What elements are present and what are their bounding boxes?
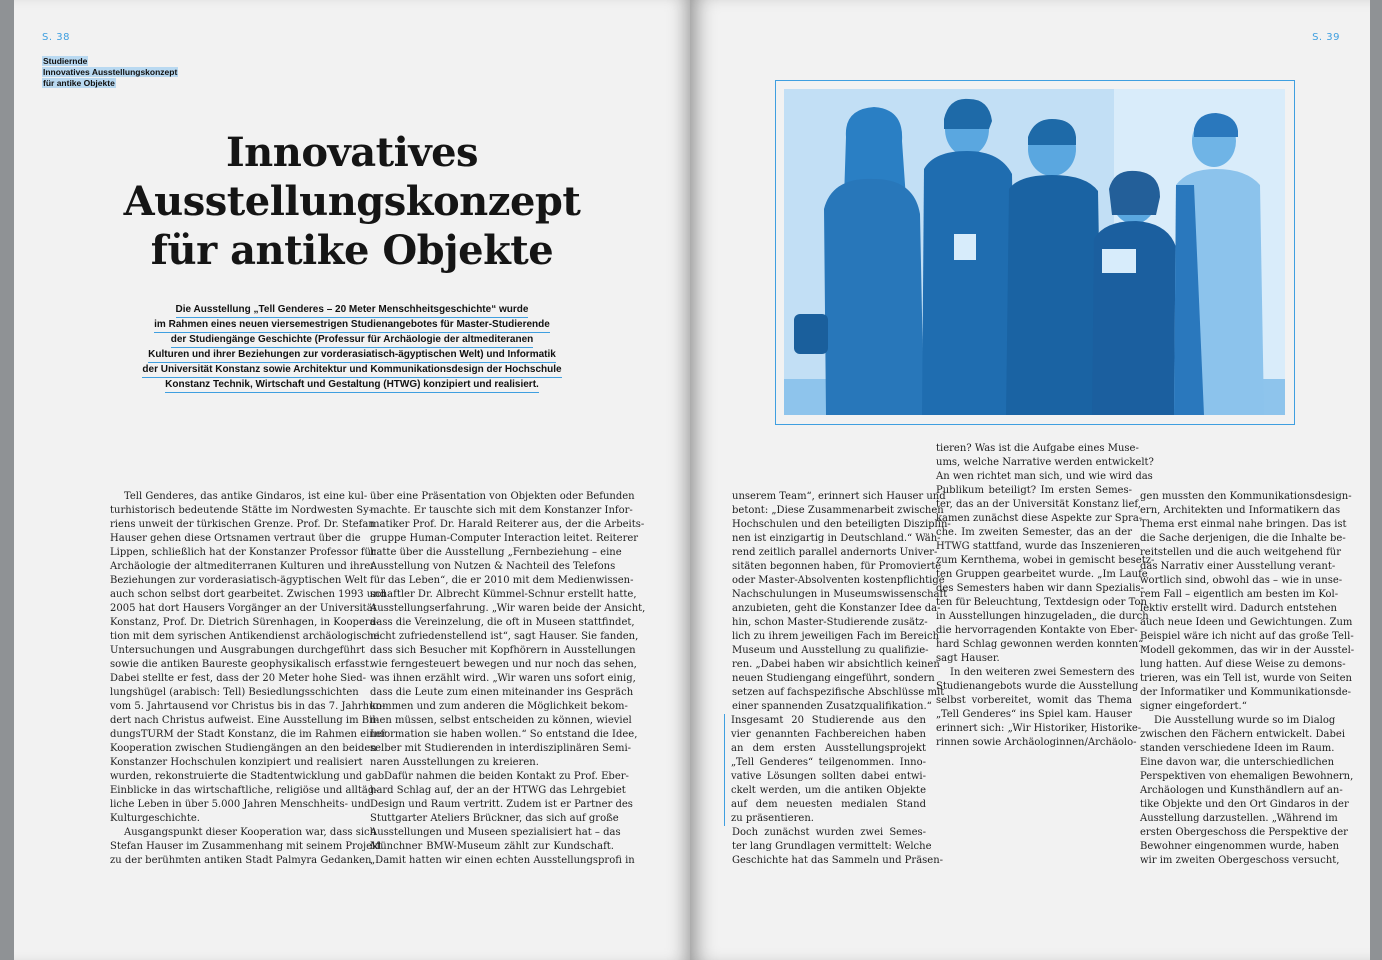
article-title-line: Ausstellungskonzept <box>123 178 581 225</box>
text-line: zum Kernthema, wobei in gemischt besetz- <box>936 555 1155 566</box>
text-line: ren. „Dabei haben wir absichtlich keinen <box>732 659 940 670</box>
body-column-left-2 <box>370 490 646 868</box>
section-label-line-3: für antike Objekte <box>43 78 115 88</box>
text-line: dass sich Besucher mit Kopfhörern in Ausstellungen <box>370 645 636 656</box>
text-line: wortlich sind, obwohl das – wie in unse- <box>1140 575 1343 586</box>
text-line: dert nach Christus aufweist. Eine Ausstellung im Bil- <box>110 715 379 726</box>
text-line: rend zeitlich parallel andernorts Univer- <box>732 547 938 558</box>
text-line: kamen zunächst diese Aspekte zur Spra- <box>936 513 1143 524</box>
lead-line: Konstanz Technik, Wirtschaft und Gestaltung (HTWG) konzipiert und realisiert. <box>165 378 539 393</box>
text-line: betont: „Diese Zusammenarbeit zwischen <box>732 505 944 516</box>
text-line: An wen richtet man sich, und wie wird das <box>936 471 1153 482</box>
text-line: auch schon selbst dort gearbeitet. Zwischen 1993 und <box>110 589 387 600</box>
text-line: Beziehungen zur vorderasiatisch-ägyptischen Welt <box>110 575 368 586</box>
text-line: das Narrativ einer Ausstellung verant- <box>1140 561 1336 572</box>
text-line: kommen und zum anderen die Möglichkeit bekom- <box>370 701 628 712</box>
text-line: wir im zweiten Obergeschoss versucht, <box>1140 855 1340 866</box>
text-line: standen verschiedene Ideen im Raum. <box>1140 743 1335 754</box>
text-line: ter, das an der Universität Konstanz lief, <box>936 499 1141 510</box>
text-line: „Damit hatten wir einen echten Ausstellungsprofi in <box>370 855 635 866</box>
text-line: Doch zunächst wurden zwei Semes- <box>732 827 926 838</box>
text-line: auch neue Ideen und Gewichtungen. Zum <box>1140 617 1353 628</box>
text-line: Modell gekommen, das wir in der Ausstel- <box>1140 645 1355 656</box>
text-line: Münchner BMW-Museum zählt zur Kundschaft. <box>370 841 614 852</box>
text-line: wurden, rekonstruierte die Stadtentwicklung und gab <box>110 771 385 782</box>
text-line: ersten Obergeschoss die Perspektive der <box>1140 827 1348 838</box>
body-column-right-1 <box>731 490 951 868</box>
section-label <box>42 56 178 89</box>
lead-paragraph <box>74 303 630 393</box>
article-title-line: Innovatives <box>225 129 479 176</box>
text-line: che. Im zweiten Semester, das an der <box>936 527 1132 538</box>
text-line: anzubieten, geht die Konstanzer Idee da- <box>732 603 941 614</box>
text-line: Publikum beteiligt? Im ersten Semes- <box>936 485 1132 496</box>
text-line: ten für Beleuchtung, Textdesign oder Ton <box>936 597 1147 608</box>
text-line: unserem Team“, erinnert sich Hauser und <box>732 491 946 502</box>
text-line: die Sache derjenigen, die die Inhalte be- <box>1140 533 1346 544</box>
article-title-line: für antike Objekte <box>150 227 554 274</box>
text-line: ums, welche Narrative werden entwickelt? <box>936 457 1154 468</box>
text-line: selber mit Studierenden in interdisziplinären Semi- <box>370 743 632 754</box>
text-line: hatte über die Ausstellung „Fernbeziehung – eine <box>370 547 622 558</box>
text-line: Dabei stellte er fest, dass der 20 Meter hohe Sied- <box>110 673 367 684</box>
text-line: Stefan Hauser im Zusammenhang mit seinem Projekt <box>110 841 383 852</box>
text-line: dass die Leute zum einen miteinander ins Gespräch <box>370 687 634 698</box>
text-line: ckelt werden, um die antiken Objekte <box>724 784 926 798</box>
left-page <box>14 0 690 960</box>
text-line: Untersuchungen und Ausgrabungen durchgeführt <box>110 645 365 656</box>
text-line: Bewohner eingenommen wurde, haben <box>1140 841 1340 852</box>
text-line: schaftler Dr. Albrecht Kümmel-Schnur erstellt hatte, <box>370 589 637 600</box>
text-line: Nachschulungen in Museumswissenschaft <box>732 589 948 600</box>
text-line: zwischen den Fächern entwickelt. Dabei <box>1140 729 1346 740</box>
text-line: naren Ausstellungen zu kreieren. <box>370 757 539 768</box>
text-line: „Tell Genderes“ teilgenommen. Inno- <box>724 756 926 770</box>
text-line: tieren? Was ist die Aufgabe eines Muse- <box>936 443 1139 454</box>
lead-line: Die Ausstellung „Tell Genderes – 20 Meter Menschheitsgeschichte“ wurde <box>176 303 529 318</box>
text-line: Ausstellung von Nutzen & Nachteil des Telefons <box>370 561 616 572</box>
text-line: lich zu ihrem jeweiligen Fach im Bereich <box>732 631 940 642</box>
text-line: vative Lösungen sollten dabei entwi- <box>724 770 926 784</box>
text-line: Design und Raum vertritt. Zudem ist er Partner des <box>370 799 633 810</box>
text-line: ter lang Grundlagen vermittelt: Welche <box>732 841 932 852</box>
text-line: lung hatten. Auf diese Weise zu demons- <box>1140 659 1346 670</box>
article-title <box>14 128 690 275</box>
text-line: Ausgangspunkt dieser Kooperation war, dass sich <box>124 827 377 838</box>
text-line: Konstanzer Hochschulen konzipiert und realisiert <box>110 757 363 768</box>
text-line: hard Schlag gewonnen werden konnten“, <box>936 639 1147 650</box>
text-line: liche Leben in über 5.000 Jahren Menschheits- und <box>110 799 371 810</box>
text-line: einer spannenden Zusatzqualifikation.“ <box>732 701 932 712</box>
text-line: vom 5. Jahrtausend vor Christus bis in das 7. Jahrhun- <box>110 701 386 712</box>
text-line: Information sie haben wollen.“ So entstand die Idee, <box>370 729 638 740</box>
text-line: Perspektiven von ehemaligen Bewohnern, <box>1140 771 1354 782</box>
text-line: Tell Genderes, das antike Gindaros, ist eine kul- <box>124 491 368 502</box>
lead-line: Kulturen und ihrer Beziehungen zur vorderasiatisch-ägyptischen Welt) und Informatik <box>148 348 556 363</box>
text-line: Konstanz, Prof. Dr. Dietrich Sürenhagen, in Koopera- <box>110 617 379 628</box>
text-line: Thema erst einmal nahe bringen. Das ist <box>1140 519 1347 530</box>
text-line: in Ausstellungen hinzugeladen„ die durch <box>936 611 1149 622</box>
body-column-left-1 <box>110 490 387 868</box>
lead-line: der Universität Konstanz sowie Architektur und Kommunikationsdesign der Hochschule <box>142 363 561 378</box>
text-line: zu der berühmten antiken Stadt Palmyra Gedanken <box>110 855 372 866</box>
text-line: Archäologen und Kunsthändlern auf an- <box>1140 785 1343 796</box>
text-line: gen mussten den Kommunikationsdesign- <box>1140 491 1352 502</box>
text-line: zu präsentieren. <box>724 812 926 826</box>
text-line: Archäologie der altmediterranen Kulturen und ihrer <box>110 561 376 572</box>
photo-frame <box>775 80 1295 425</box>
text-line: tion mit dem syrischen Antikendienst archäologische <box>110 631 380 642</box>
text-line: Einblicke in das wirtschaftliche, religiöse und alltäg- <box>110 785 378 796</box>
text-line: auf dem neuesten medialen Stand <box>724 798 926 812</box>
text-line: turhistorisch bedeutende Stätte im Nordwesten Sy- <box>110 505 373 516</box>
text-line: Kooperation zwischen Studiengängen an den beiden <box>110 743 377 754</box>
section-label-line-1: Studiernde <box>43 56 88 66</box>
text-line: für das Leben“, die er 2010 mit dem Medienwissen- <box>370 575 634 586</box>
text-line: hin, schon Master-Studierende zusätz- <box>732 617 928 628</box>
lead-line: der Studiengänge Geschichte (Professur für Archäologie der altmediteranen <box>171 333 534 348</box>
text-line: In den weiteren zwei Semestern des <box>950 667 1135 678</box>
text-line: Ausstellungserfahrung. „Wir waren beide der Ansicht, <box>370 603 646 614</box>
text-line: setzen auf fachspezifische Abschlüsse mit <box>732 687 945 698</box>
text-line: lungshügel (arabisch: Tell) Besiedlungsschichten <box>110 687 359 698</box>
text-line: Stuttgarter Ateliers Brückner, das sich auf große <box>370 813 619 824</box>
text-line: der Informatiker und Kommunikationsde- <box>1140 687 1352 698</box>
text-line: 2005 hat dort Hausers Vorgänger an der Universität <box>110 603 377 614</box>
text-line: ern, Architekten und Informatikern das <box>1140 505 1341 516</box>
text-line: Insgesamt 20 Studierende aus den <box>724 714 926 728</box>
text-line: Beispiel wäre ich nicht auf das große Tell- <box>1140 631 1354 642</box>
text-line: Lippen, schließlich hat der Konstanzer Professor für <box>110 547 376 558</box>
text-line: vier genannten Fachbereichen haben <box>724 728 926 742</box>
text-line: nicht zufriedenstellend ist“, sagt Hauser. Sie fanden, <box>370 631 639 642</box>
text-line: Museum und Ausstellung zu qualifizie- <box>732 645 929 656</box>
text-line: dungsTURM der Stadt Konstanz, die im Rahmen einer <box>110 729 387 740</box>
text-line: erinnert sich: „Wir Historiker, Historike- <box>936 723 1142 734</box>
text-line: signer eingefordert.“ <box>1140 701 1247 712</box>
text-line: gruppe Human-Computer Interaction leitet. Reiterer <box>370 533 639 544</box>
text-line: Geschichte hat das Sammeln und Präsen- <box>732 855 944 866</box>
text-line: über eine Präsentation von Objekten oder Befunden <box>370 491 635 502</box>
text-line: sagt Hauser. <box>936 653 1000 664</box>
section-label-line-2: Innovatives Ausstellungskonzept <box>43 67 178 77</box>
text-line: rinnen sowie Archäologinnen/Archäolo- <box>936 737 1137 748</box>
text-line: trieren, was ein Tell ist, wurde von Seiten <box>1140 673 1352 684</box>
text-line: die hervorragenden Kontakte von Eber- <box>936 625 1138 636</box>
text-line: was ihnen erzählt wird. „Wir waren uns sofort einig, <box>370 673 636 684</box>
text-line: HTWG stattfand, wurde das Inszenieren <box>936 541 1141 552</box>
right-page <box>690 0 1370 960</box>
text-line: Hochschulen und den beteiligten Disziplin- <box>732 519 951 530</box>
text-line: men müssen, selbst entscheiden zu können, wieviel <box>370 715 632 726</box>
text-line: matiker Prof. Dr. Harald Reiterer aus, der die Arbeits- <box>370 519 645 530</box>
text-line: machte. Er tauschte sich mit dem Konstanzer Infor- <box>370 505 633 516</box>
page-number-right: S. 39 <box>1312 32 1340 43</box>
text-line: riens unweit der türkischen Grenze. Prof. Dr. Stefan <box>110 519 375 530</box>
page-number-left: S. 38 <box>42 32 70 43</box>
text-line: selbst vorbereitet, womit das Thema <box>936 695 1132 706</box>
text-line: des Semesters haben wir dann Spezialis- <box>936 583 1144 594</box>
text-line: sitäten begonnen haben, für Promovierte <box>732 561 942 572</box>
group-photo <box>784 89 1285 415</box>
text-line: ten Gruppen gearbeitet wurde. „Im Laufe <box>936 569 1148 580</box>
text-line: Ausstellungen und Museen spezialisiert hat – das <box>370 827 621 838</box>
text-line: Die Ausstellung wurde so im Dialog <box>1154 715 1336 726</box>
body-column-right-2 <box>936 442 1155 750</box>
text-line: Eine davon war, die unterschiedlichen <box>1140 757 1335 768</box>
text-line: Studienangebots wurde die Ausstellung <box>936 681 1139 692</box>
text-line: „Tell Genderes“ ins Spiel kam. Hauser <box>936 709 1132 720</box>
text-line: nen ist einzigartig in Deutschland.“ Wäh- <box>732 533 941 544</box>
text-line: wie ferngesteuert bewegen und nur noch das sehen, <box>370 659 637 670</box>
text-line: dass die Vereinzelung, die oft in Museen stattfindet, <box>370 617 635 628</box>
text-line: oder Master-Absolventen kostenpflichtige <box>732 575 945 586</box>
text-line: hard Schlag auf, der an der HTWG das Lehrgebiet <box>370 785 626 796</box>
text-line: Hauser gehen diese Ortsnamen vertraut über die <box>110 533 361 544</box>
text-line: neuen Studiengang eingeführt, sondern <box>732 673 935 684</box>
text-line: reitstellen und die auch weitgehend für <box>1140 547 1342 558</box>
text-line: Kulturgeschichte. <box>110 813 200 824</box>
text-line: Dafür nahmen die beiden Kontakt zu Prof. Eber- <box>384 771 629 782</box>
text-line: Ausstellung darzustellen. „Während im <box>1140 813 1338 824</box>
lead-line: im Rahmen eines neuen viersemestrigen Studienangebotes für Master-Studierende <box>154 318 550 333</box>
text-line: tike Objekte und den Ort Gindaros in der <box>1140 799 1349 810</box>
text-line: sowie die antiken Baureste geophysikalisch erfasst. <box>110 659 373 670</box>
text-line: rem Fall – eigentlich am besten im Kol- <box>1140 589 1339 600</box>
body-column-right-3 <box>1140 490 1355 868</box>
text-line: lektiv erstellt wird. Dadurch entstehen <box>1140 603 1337 614</box>
text-line: an dem ersten Ausstellungsprojekt <box>724 742 926 756</box>
